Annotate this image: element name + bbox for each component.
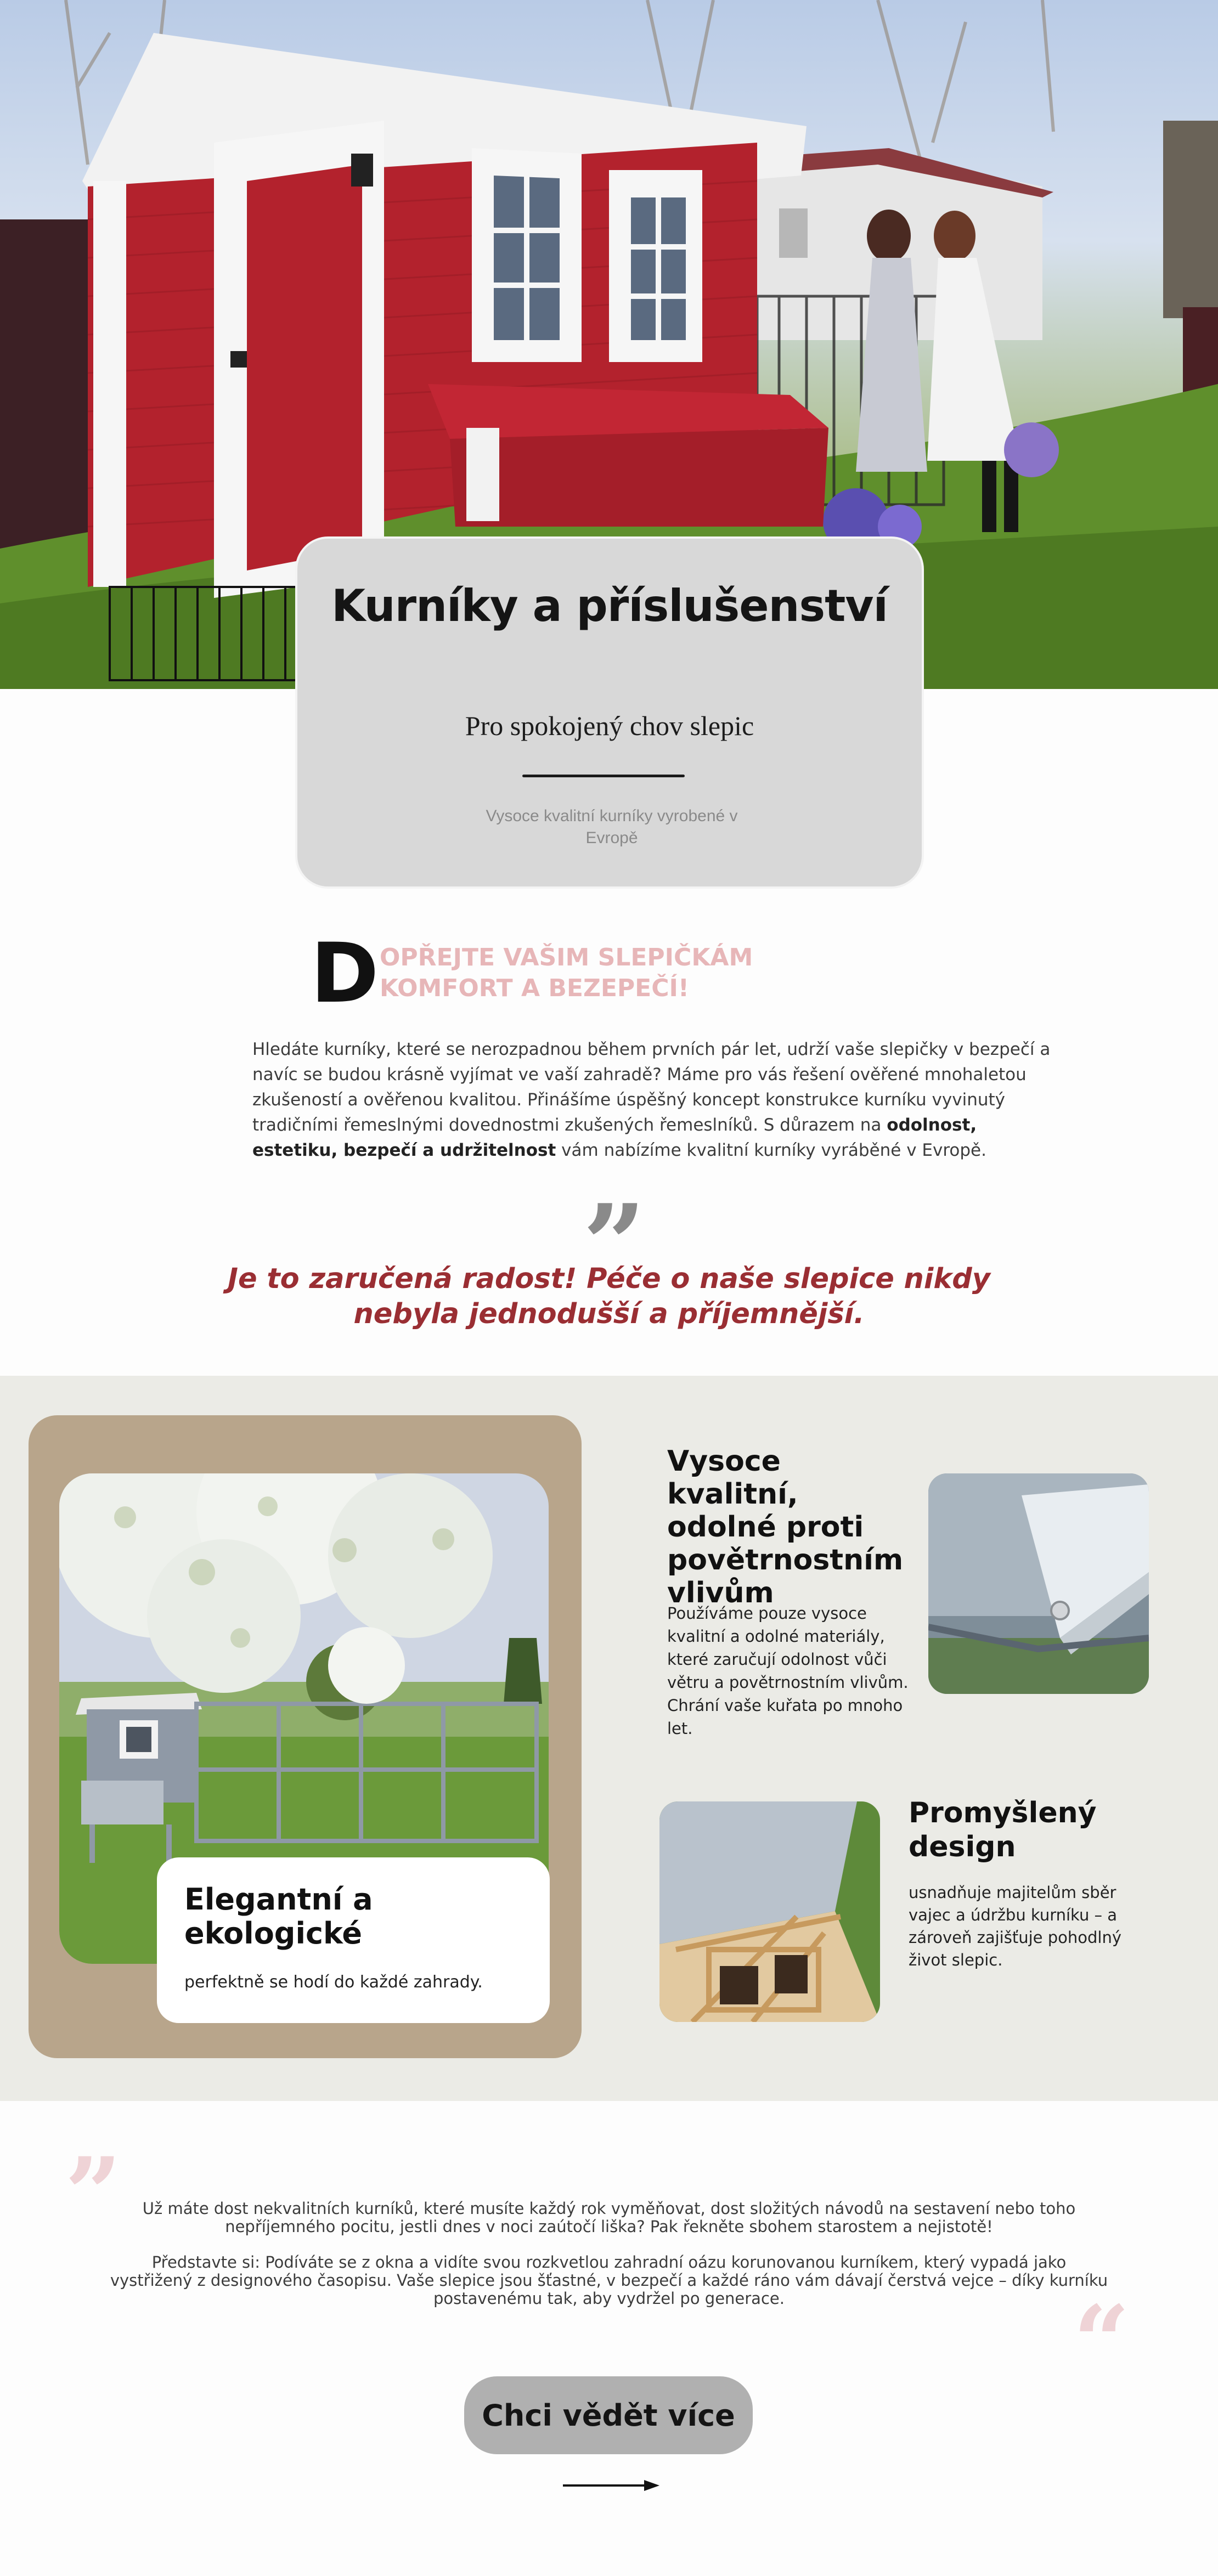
quote-icon: ” <box>583 1180 646 1309</box>
learn-more-button[interactable]: Chci vědět více <box>464 2376 753 2454</box>
arrow-right-icon[interactable] <box>562 2477 661 2494</box>
nest-box-image <box>659 1801 880 2022</box>
intro-heading: OPŘEJTE VAŠIM SLEPIČKÁM KOMFORT A BEZEPEČÍ! <box>380 944 753 1002</box>
bottom-paragraph-1: Už máte dost nekvalitních kurníků, které musíte každý rok vyměňovat, dost složitých návodů na sestavení nebo toho nepříjemného pocitu, jestli dnes v noci zaútočí liška? Pak řekněte sbohem starostem a nejistotě! <box>142 2199 1076 2236</box>
page-title: Kurníky a příslušenství <box>331 580 888 631</box>
open-quote-icon: ” <box>65 2136 122 2252</box>
bottom-paragraph-2: Představte si: Podíváte se z okna a vidíte svou rozkvetlou zahradní oázu korunovanou kurníkem, který vypadá jako vystřižený z designového časopisu. Vaše slepice jsou šťastné, v bezpečí a každé ráno vám dávají čerstvá vejce – díky kurníku postavenému tak, aby vydržel po generace. <box>110 2253 1108 2308</box>
intro-text-end: vám nabízíme kvalitní kurníky vyráběné v Evropě. <box>556 1140 986 1160</box>
hero-tagline: Vysoce kvalitní kurníky vyrobené v Evropě <box>486 807 738 847</box>
intro-text-bold: odolnost, estetiku, bezpečí a udržitelnost <box>252 1115 977 1160</box>
dropcap: D <box>311 926 379 1021</box>
divider <box>522 775 685 777</box>
feature1-title: Vysoce kvalitní, odolné proti povětrnostním vlivům <box>667 1445 904 1609</box>
roof-detail-image <box>928 1473 1149 1694</box>
feature-card-title: Elegantní a ekologické <box>184 1882 373 1951</box>
feature1-text: Používáme pouze vysoce kvalitní a odolné materiály, které zaručují odolnost vůči větru a povětrnostním vlivům. Chrání vaše kuřata po mnoho let. <box>667 1604 909 1738</box>
bottom-text <box>110 2200 1108 2308</box>
feature-card-text <box>157 1857 550 2023</box>
intro-paragraph <box>252 1037 1064 1163</box>
features-section <box>0 1376 1218 2101</box>
feature-card <box>29 1415 582 2058</box>
feature-card-text-body: perfektně se hodí do každé zahrady. <box>184 1973 483 1992</box>
testimonial-quote: Je to zaručená radost! Péče o naše slepice nikdy nebyla jednodušší a příjemnější. <box>227 1263 991 1330</box>
feature2-title: Promyšlený design <box>909 1797 1097 1863</box>
feature2-text: usnadňuje majitelům sběr vajec a údržbu kurníku – a zároveň zajišťuje pohodlný život slepic. <box>909 1883 1121 1969</box>
hero-subtitle: Pro spokojený chov slepic <box>465 710 754 741</box>
intro-text-start: Hledáte kurníky, které se nerozpadnou během prvních pár let, udrží vaše slepičky v bezpečí a navíc se budou krásně vyjímat ve vaší zahradě? Máme pro vás řešení ověřené mnohaletou zkušeností a ověřenou kvalitou. Přinášíme úspěšný koncept konstrukce kurníku vyvinutý tradičními řemeslnými dovednostmi zkušených řemeslníků. S důrazem na <box>252 1040 1051 1135</box>
close-quote-icon: “ <box>1073 2284 1130 2400</box>
hero-card <box>295 536 924 889</box>
